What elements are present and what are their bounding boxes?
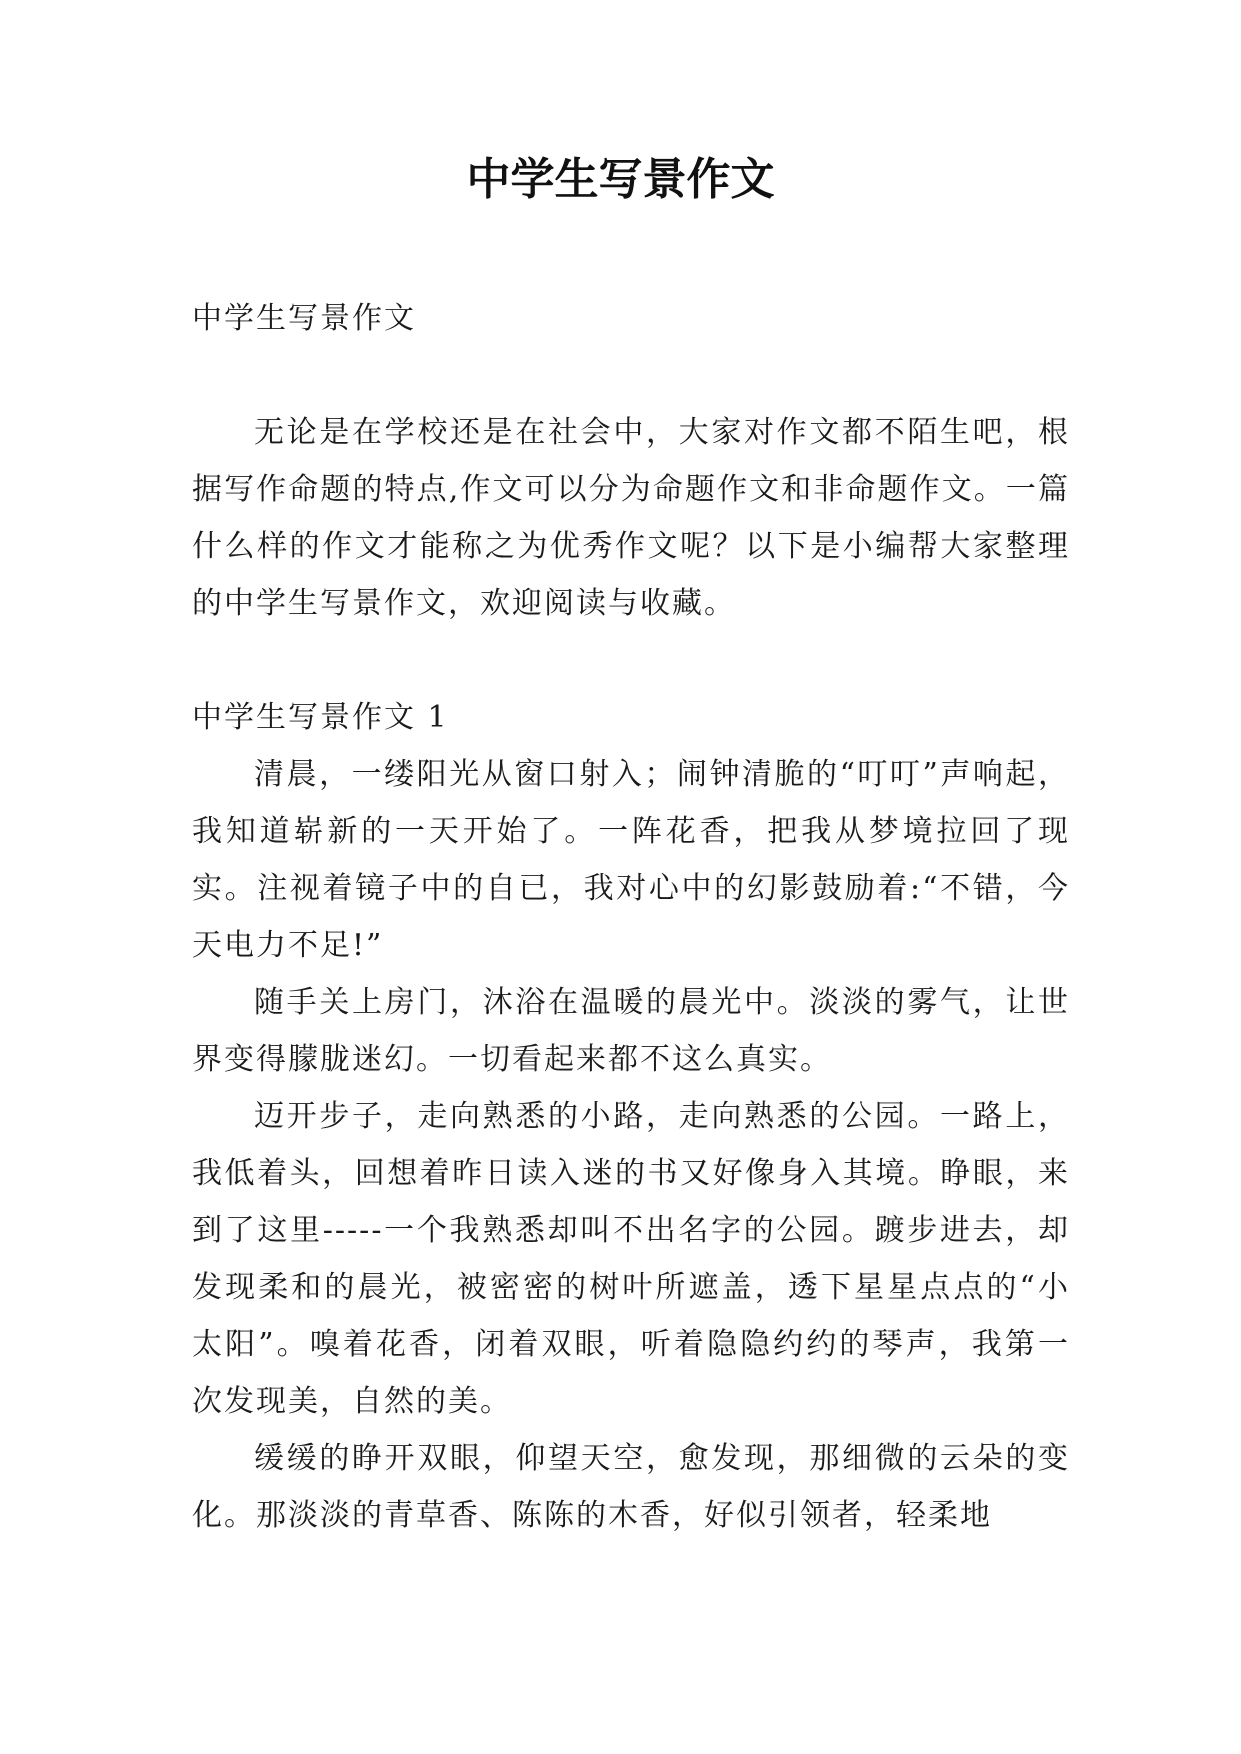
spacer xyxy=(192,347,1070,404)
document-body xyxy=(192,290,1070,1544)
spacer xyxy=(192,632,1070,689)
section-heading: 中学生写景作文 1 xyxy=(192,700,449,735)
intro-paragraph: 无论是在学校还是在社会中，大家对作文都不陌生吧，根据写作命题的特点,作文可以分为命题作文和非命题作文。一篇什么样的作文才能称之为优秀作文呢？以下是小编帮大家整理的中学生写景作文，欢迎阅读与收藏。 xyxy=(192,415,1070,621)
body-paragraph-4: 缓缓的睁开双眼，仰望天空，愈发现，那细微的云朵的变化。那淡淡的青草香、陈陈的木香，好似引领者，轻柔地 xyxy=(192,1441,1070,1533)
body-paragraph-2: 随手关上房门，沐浴在温暖的晨光中。淡淡的雾气，让世界变得朦胧迷幻。一切看起来都不这么真实。 xyxy=(192,985,1070,1077)
document-title: 中学生写景作文 xyxy=(466,154,775,205)
document-subtitle: 中学生写景作文 xyxy=(192,301,416,336)
body-paragraph-1: 清晨，一缕阳光从窗口射入；闹钟清脆的“叮叮”声响起，我知道崭新的一天开始了。一阵花香，把我从梦境拉回了现实。注视着镜子中的自已，我对心中的幻影鼓励着:“不错，今天电力不足!” xyxy=(192,757,1070,963)
body-paragraph-3: 迈开步子，走向熟悉的小路，走向熟悉的公园。一路上，我低着头，回想着昨日读入迷的书又好像身入其境。睁眼，来到了这里-----一个我熟悉却叫不出名字的公园。踱步进去，却发现柔和的晨光，被密密的树叶所遮盖，透下星星点点的“小太阳”。嗅着花香，闭着双眼，听着隐隐约约的琴声，我第一次发现美，自然的美。 xyxy=(192,1099,1070,1419)
